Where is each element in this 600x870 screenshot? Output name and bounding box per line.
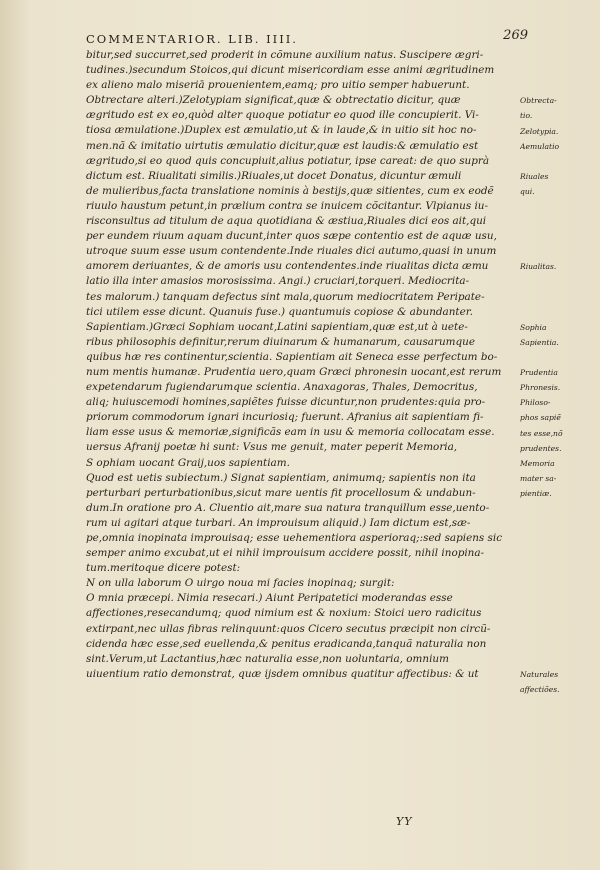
text-line: pe,omnia inopinata improuisaq; esse uehementiora asperioraq;:sed sapiens sic [86, 532, 503, 544]
page-header [86, 28, 526, 50]
text-line: tici utilem esse dicunt. Quanuis fuse.) quantumuis copiose & abundanter. [86, 305, 473, 318]
margin-note: Sophia [520, 322, 547, 332]
page-number: 269 [503, 28, 528, 43]
margin-note: qui. [520, 186, 535, 196]
text-line: O mnia præcepi. Nimia resecari.) Aiunt Peripatetici moderandas esse [86, 592, 453, 605]
text-line: semper animo excubat,ut ei nihil improuisum accidere possit, nihil inopina- [86, 547, 485, 560]
text-line: amorem deriuantes, & de amoris usu contendentes.inde riualitas dicta æmu [86, 260, 489, 273]
text-line: Obtrectare alteri.)Zelotypiam significat,quæ & obtrectatio dicitur, quæ [86, 94, 461, 107]
text-line: liam esse usus & memoriæ,significãs eam in usu & memoria collocatam esse. [86, 426, 495, 439]
margin-note: Obtrecta- [520, 96, 557, 106]
text-line: uersus Afranij poetæ hi sunt: Vsus me genuit, mater peperit Memoria, [86, 441, 458, 454]
margin-note: Aemulatio [520, 141, 560, 151]
margin-note: phos sapiẽ [520, 413, 561, 423]
text-line: riuulo haustum petunt,in prælium contra se inuicem cõcitantur. Vlpianus iu- [86, 199, 488, 212]
text-line: cidenda hæc esse,sed euellenda,& penitus eradicanda,tanquã naturalia non [86, 637, 487, 650]
text-line: tum.meritoque dicere potest: [86, 562, 241, 575]
text-line: priorum commodorum ignari incuriosiq; fuerunt. Afranius ait sapientiam fi- [86, 411, 484, 424]
text-line: men.nã & imitatio uirtutis æmulatio dicitur,quæ est laudis:& æmulatio est [86, 139, 479, 152]
text-line: S ophiam uocant Graij,uos sapientiam. [86, 456, 290, 469]
text-line: perturbari perturbationibus,sicut mare uentis fit procellosum & undabun- [86, 486, 476, 499]
text-line: num mentis humanæ. Prudentia uero,quam Græci phronesin uocant,est rerum [86, 365, 502, 378]
margin-note: Riuales [520, 171, 549, 181]
text-line: ex alieno malo miseriā prouenientem,eamq; pro uitio semper habuerunt. [86, 79, 470, 92]
text-line: per eundem riuum aquam ducunt,inter quos sæpe contentio est de aquæ usu, [86, 230, 497, 243]
signature-mark: YY [396, 815, 413, 828]
text-line: ægritudo est ex eo,quòd alter quoque potiatur eo quod ille concupierit. Vi- [86, 109, 479, 122]
text-line: rum ui agitari atque turbari. An improuisum aliquid.) Iam dictum est,sæ- [86, 516, 471, 529]
margin-note: tes esse,nõ [520, 428, 563, 438]
margin-note: Phronesis. [520, 383, 561, 393]
text-line: aliq; huiuscemodi homines,sapiẽtes fuisse dicuntur,non prudentes:quia pro- [86, 396, 486, 409]
margin-note: tio. [520, 111, 533, 121]
text-line: sint.Verum,ut Lactantius,hæc naturalia esse,non uoluntaria, omnium [86, 652, 449, 665]
margin-note: mater sa- [520, 473, 557, 483]
text-line: uiuentium ratio demonstrat, quæ ijsdem omnibus quatitur affectibus: & ut [86, 667, 479, 680]
text-line: tiosa æmulatione.)Duplex est æmulatio,ut & in laude,& in uitio sit hoc no- [86, 124, 477, 137]
text-line: tes malorum.) tanquam defectus sint mala,quorum mediocritatem Peripate- [86, 290, 485, 303]
margin-note: Philoso- [520, 398, 551, 408]
margin-note: Zelotypia. [520, 126, 559, 136]
text-line: utroque suum esse usum contendente.Inde riuales dici autumo,quasi in unum [86, 245, 497, 258]
text-line: expetendarum fugiendarumque scientia. Anaxagoras, Thales, Democritus, [86, 381, 478, 394]
main-text [86, 48, 518, 682]
running-head: COMMENTARIOR. LIB. IIII. [86, 32, 298, 46]
text-line: risconsultus ad titulum de aqua quotidiana & æstiua,Riuales dici eos ait,qui [86, 215, 487, 228]
text-line: de mulieribus,facta translatione nominis à bestijs,quæ sitientes, cum ex eodẽ [86, 184, 494, 197]
text-line: bitur,sed succurret,sed proderit in cõmune auxilium natus. Suscipere ægri- [86, 49, 484, 61]
text-line: affectiones,resecandumq; quod nimium est & noxium: Stoici uero radicitus [86, 607, 482, 620]
margin-note: affectiões. [520, 685, 560, 695]
margin-note: Naturales [520, 670, 559, 680]
text-line: Sapientiam.)Græci Sophiam uocant,Latini sapientiam,quæ est,ut à uete- [86, 320, 468, 333]
margin-note: Memoria [520, 458, 555, 468]
margin-note: Riualitas. [520, 262, 557, 272]
text-line: dum.In oratione pro A. Cluentio ait,mare sua natura tranquillum esse,uento- [86, 501, 490, 514]
margin-note: prudentes. [520, 443, 562, 453]
text-line: N on ulla laborum O uirgo noua mi facies inopinaq; surgit: [86, 577, 395, 590]
text-line: ægritudo,si eo quod quis concupiuit,alius potiatur, ipse careat: de quo suprà [86, 154, 490, 167]
text-line: quibus hæ res continentur,scientia. Sapientiam ait Seneca esse perfectum bo- [86, 350, 498, 363]
margin-note: Prudentia [520, 368, 558, 378]
text-line: tudines.)secundum Stoicos,qui dicunt misericordiam esse animi ægritudinem [86, 64, 495, 77]
text-line: dictum est. Riualitati similis.)Riuales,ut docet Donatus, dicuntur æmuli [86, 169, 462, 182]
text-line: Quod est uetis subiectum.) Signat sapientiam, animumq; sapientis non ita [86, 471, 476, 484]
text-line: latio illa inter amasios morosissima. Angi.) cruciari,torqueri. Mediocrita- [86, 275, 470, 288]
margin-note: pientiæ. [520, 488, 552, 498]
text-line: ribus philosophis definitur,rerum diuinarum & humanarum, causarumque [86, 335, 475, 348]
text-line: extirpant,nec ullas fibras relinquunt:quos Cicero secutus præcipit non circũ- [86, 622, 491, 635]
margin-note: Sapientia. [520, 337, 559, 347]
